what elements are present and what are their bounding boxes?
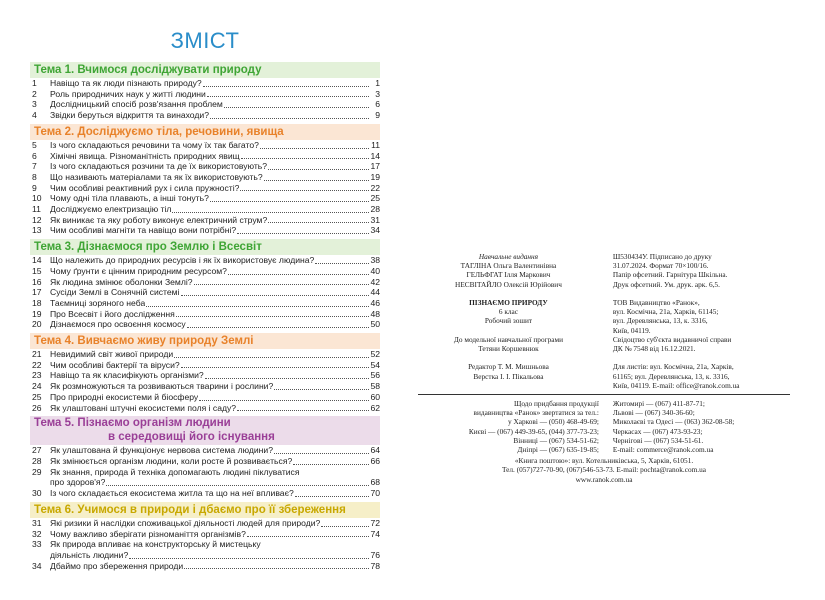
toc-entry-leader [207,96,369,97]
toc-entry-number: 32 [32,528,42,539]
toc-entry-text: Звідки беруться відкриття та винаходи? [50,110,209,121]
toc-entry[interactable] [30,99,380,110]
toc-entry-leader [228,274,369,275]
toc-entry-leader [210,201,369,202]
toc-entry-page: 14 [370,150,380,161]
toc-entry[interactable] [30,467,380,488]
toc-entry-page: 50 [370,319,380,330]
toc-entry-text: Навіщо та як класифікують організми? [50,370,204,381]
toc-entry-leader [237,410,369,411]
toc-entry-leader [315,263,369,264]
toc-entry-page: 11 [371,139,380,150]
toc-entry-page: 74 [370,528,380,539]
imprint-right-line: Друк офсетний. Ум. друк. арк. 6,5. [612,279,720,289]
imprint-right-line: Київ, 04119. E-mail: office@ranok.com.ua [612,380,740,390]
toc-entry-page: 25 [370,193,380,204]
toc-entry[interactable] [30,456,380,467]
imprint-footer-line: www.ranok.com.ua [575,474,633,484]
toc-entry-number: 26 [32,402,42,413]
toc-entry-text: Із чого складається екосистема житла та що на неї впливає? [50,488,294,499]
imprint-contact-line: Щодо придбання продукції [513,399,599,409]
toc-entry[interactable] [30,561,380,572]
toc-entry-number: 7 [32,161,37,172]
toc-entry-line2 [50,550,380,561]
toc-entry-number: 4 [32,110,37,121]
toc-entry-text: Навіщо та як люди пізнають природу? [50,78,202,88]
toc-entry[interactable] [30,370,380,381]
toc-entry-number: 24 [32,381,42,392]
toc-entry-leader [205,378,369,379]
toc-entry-leader [224,107,369,108]
topic-heading [30,502,380,518]
topic-heading-label: Тема 1. Вчимося досліджувати природу [34,64,262,76]
toc-entry-number: 14 [32,255,42,266]
imprint-right-line: Папір офсетний. Гарнітура Шкільна. [612,270,728,280]
toc-entry[interactable] [30,529,380,540]
imprint-right-line: вул. Деревлянська, 13, к. 3316, [612,316,708,326]
toc-entry-page: 44 [370,287,380,298]
toc-entry-number: 13 [32,225,42,236]
toc-entry-number: 18 [32,297,42,308]
toc-entry[interactable] [30,392,380,403]
toc-entry-leader [210,118,369,119]
toc-entry-text: Про Всесвіт і його дослідження [50,308,175,319]
toc-entry-text: Про природні екосистеми й біосферу [50,391,199,402]
imprint-right-line: Ш530434У. Підписано до друку [612,252,712,261]
toc-entry-page: 66 [370,455,380,466]
toc-entry-page: 56 [370,370,380,381]
toc-entry-page: 70 [370,488,380,499]
toc-entry-number: 19 [32,308,42,319]
toc-entry-text-wrap [50,467,380,488]
toc-entry-text: Чим особливі бактерії та віруси? [50,359,180,370]
imprint-left-line: Редактор Т. М. Мишньова [468,362,549,372]
toc-entry-text-wrap [50,539,380,560]
toc-entry-page: 42 [370,276,380,287]
imprint-left-line: 6 клас [498,307,519,317]
imprint-right-line: 61165; вул. Деревлянська, 13, к. 3316, [612,371,730,381]
toc-entry[interactable] [30,151,380,162]
toc-entry-text: Чим особливі реактивний рух і сила пружності? [50,182,240,193]
toc-entry-page: 72 [370,517,380,528]
toc-entry-leader [146,306,369,307]
toc-entry-text: Що належить до природних ресурсів і як їх використовує людина? [50,255,315,266]
imprint-left-line: Тетяни Коршевнюк [478,344,539,354]
toc-entry-text: Із чого складаються розчини та де їх використовують? [50,161,268,172]
imprint-right-line: Київ, 04119. [612,325,651,335]
toc-entry-page: 19 [370,171,380,182]
toc-entry-page: 78 [370,560,380,571]
imprint-right-line: ДК № 7548 від 16.12.2021. [612,344,696,354]
toc-entry[interactable] [30,193,380,204]
imprint-contact-line: Вінниці — (067) 534-51-62; [513,435,599,445]
imprint-right-line: Свідоцтво суб'єкта видавничої справи [612,334,732,344]
toc-entry-leader [172,212,369,213]
toc-entry[interactable] [30,215,380,226]
toc-entry-number: 17 [32,287,42,298]
toc-entry-number: 28 [32,455,42,466]
imprint-left-column [418,252,599,390]
imprint-contact-line: Чернігові — (067) 534-51-61. [612,435,704,445]
toc-entry-number: 21 [32,349,42,360]
toc-entry-number: 2 [32,88,37,99]
toc-entry-number: 3 [32,99,37,110]
toc-entry-leader [264,180,369,181]
imprint-contact-line: Миколаєві та Одесі — (063) 362-08-58; [612,417,735,427]
toc-entry-number: 33 [32,539,42,550]
toc-entry-leader [129,558,369,559]
toc-entry-text: Як змінюється організм людини, коли росте й розвивається? [50,455,293,466]
toc-entry-page: 48 [370,308,380,319]
topic-heading-label: Тема 6. Учимося в природи і дбаємо про її збереження [34,503,346,516]
imprint-contact-line: у Харкові — (050) 468-49-69; [507,417,599,427]
toc-entry[interactable] [30,277,380,288]
toc-entry-page: 28 [370,204,380,215]
toc-entry-number: 31 [32,517,42,528]
imprint-contact-line: Черкасах — (067) 473-93-23; [612,426,703,436]
toc-entry-text: Чому одні тіла плавають, а інші тонуть? [50,193,209,204]
imprint-footer-line: «Книга поштою»: вул. Котельниківська, 5, Харків, 61051. [514,456,694,466]
topic-heading-label: Тема 4. Вивчаємо живу природу Землі [34,335,254,348]
toc-title: ЗМІСТ [170,28,240,53]
toc-entry-leader [176,316,369,317]
toc-entry-leader [321,526,369,527]
toc-entry-leader [260,148,369,149]
toc-entry-page: 34 [370,225,380,236]
toc-entry[interactable] [30,488,380,499]
imprint-footer-line: Тел. (057)727-70-90, (067)546-53-73. E-mail: pochta@ranok.com.ua [501,465,706,475]
toc-entry-page: 1 [375,78,380,88]
toc-entry-text: Із чого складаються речовини та чому їх так багато? [50,139,259,150]
imprint-right-line: 31.07.2024. Формат 70×100/16. [612,261,709,271]
toc-entry-line2 [50,477,380,488]
imprint-contacts-right [599,399,790,454]
imprint-contact-line: Дніпрі — (067) 635-19-85; [517,445,599,455]
topic-heading [30,239,380,255]
toc-entry[interactable] [30,349,380,360]
toc-entry[interactable] [30,78,380,89]
toc-entry-leader [184,568,369,569]
toc-entry-number: 16 [32,276,42,287]
imprint-contact-line: Житомирі — (067) 411-87-71; [612,399,705,409]
toc-entry[interactable] [30,140,380,151]
imprint-contact-line: Києві — (067) 449-39-65, (044) 377-73-23; [468,426,599,436]
toc-entry[interactable] [30,172,380,183]
toc-entry-page: 52 [370,349,380,360]
imprint-right-line: Для листів: вул. Космічна, 21а, Харків, [612,362,734,372]
toc-entry-leader [237,233,369,234]
toc-entry-text: Як улаштовані штучні екосистеми поля і саду? [50,402,237,413]
toc-entry[interactable] [30,403,380,414]
toc-entry-text: Які ризики й наслідки споживацької діяльності людей для природи? [50,517,321,528]
toc-entry-text: Як розмножуються та розвиваються тварини і рослини? [50,381,274,392]
toc-entry-text: Як виникає та яку роботу виконує електричний струм? [50,214,268,225]
toc-entry[interactable] [30,225,380,236]
topic-heading-label: Тема 3. Дізнаємося про Землю і Всесвіт [34,241,262,254]
toc-entry[interactable] [30,360,380,371]
toc-entry-text: Хімічні явища. Різноманітність природних явищ [50,150,240,161]
toc-entry[interactable] [30,204,380,215]
toc-entry-page: 68 [370,477,380,488]
toc-entry-leader [194,284,369,285]
toc-entry[interactable] [30,298,380,309]
imprint-left-line [418,353,599,362]
toc-entry-leader [203,86,369,87]
imprint-left-line: Навчальне видання [478,252,539,261]
topic-heading-label: Тема 5. Пізнаємо організм людини [34,417,231,430]
toc-entry-number: 12 [32,214,42,225]
topic-heading [30,416,380,445]
toc-entry-page: 46 [370,297,380,308]
toc-entry-leader [241,158,369,159]
toc-entry-leader [274,389,369,390]
imprint-left-line: ПІЗНАЄМО ПРИРОДУ [469,298,548,308]
imprint-left-line: Верстка І. І. Пікальова [473,371,544,381]
toc-entry-leader [240,190,369,191]
imprint [418,252,790,484]
toc-entry-page: 17 [370,161,380,172]
toc-entry[interactable] [30,319,380,330]
toc-entry-text-line2: про здоров'я? [50,477,106,488]
toc-entry-page: 64 [370,445,380,456]
toc-entry-text: Невидимий світ живої природи [50,349,174,360]
imprint-right-column [599,252,790,390]
toc-entry-text: Сусіди Землі в Сонячній системі [50,287,180,298]
toc-entry-number: 1 [32,78,37,88]
toc-entry-text: Роль природничих наук у житті людини [50,88,206,99]
toc-entry-leader [295,496,369,497]
toc-entry-text: Що називають матеріалами та як їх використовують? [50,171,263,182]
toc-entry[interactable] [30,445,380,456]
toc-entry-text: Як знання, природа й техніка допомагають людині піклуватися [50,466,300,477]
toc-entry-number: 6 [32,150,37,161]
toc-entry-leader [247,536,369,537]
toc-entry-number: 30 [32,488,42,499]
toc-entry-number: 10 [32,193,42,204]
imprint-right-line: вул. Космічна, 21а, Харків, 61145; [612,307,719,317]
toc-entry[interactable] [30,266,380,277]
toc-entry-page: 22 [370,182,380,193]
imprint-left-line: До модельної навчальної програми [453,334,563,344]
toc-entry-text: Як улаштована й функціонує нервова система людини? [50,445,274,456]
toc-entry-number: 5 [32,139,37,150]
toc-entry-text: Чому важливо зберігати різноманіття організмів? [50,528,246,539]
toc-entry-page: 60 [370,391,380,402]
toc-entry-number: 23 [32,370,42,381]
toc-entry[interactable] [30,518,380,529]
imprint-top [418,252,790,390]
toc-entry-number: 9 [32,182,37,193]
toc-entry-page: 6 [375,99,380,110]
toc-entry-page: 9 [375,110,380,121]
toc-entry-leader [293,464,369,465]
toc-entry[interactable] [30,381,380,392]
toc-entry-number: 34 [32,560,42,571]
toc-entry[interactable] [30,110,380,121]
toc-entry-text-line2: діяльність людини? [50,549,129,560]
imprint-right-line [613,353,790,362]
toc-entry-page: 62 [370,402,380,413]
topic-heading [30,124,380,140]
imprint-divider [418,394,790,395]
toc-entry-leader [268,222,369,223]
imprint-left-line: НЕСВІТАЙЛО Олексій Юрійович [455,279,562,289]
toc-entry[interactable] [30,89,380,100]
toc-entry-page: 54 [370,359,380,370]
toc-entry-number: 8 [32,171,37,182]
toc-entry-number: 20 [32,319,42,330]
toc-entry-leader [274,453,369,454]
imprint-contacts [418,399,790,454]
imprint-left-line: Робочий зошит [484,316,533,326]
toc-entry-leader [106,485,369,486]
toc-entry-text: Чим особливі магніти та навіщо вони потрібні? [50,225,237,236]
toc-entry-leader [174,357,369,358]
toc-entry[interactable] [30,161,380,172]
imprint-contact-line: E-mail: commerce@ranok.com.ua [612,445,714,455]
toc-entry-leader [268,169,369,170]
table-of-contents [30,28,380,571]
toc-entry-text: Дбаймо про збереження природи [50,560,184,571]
topic-heading-label-line2: в середовищі його існування [108,430,275,443]
toc-entry-text: Чому ґрунти є цінним природним ресурсом? [50,265,227,276]
toc-entry[interactable] [30,309,380,320]
toc-entry-page: 76 [370,549,380,560]
toc-entry-leader [187,327,369,328]
toc-body [30,62,380,571]
toc-entry-text: Досліджуємо електризацію тіл [50,204,172,215]
toc-entry-page: 40 [370,265,380,276]
toc-entry-page: 31 [370,214,380,225]
topic-heading [30,333,380,349]
imprint-left-line [418,326,599,335]
toc-entry-number: 15 [32,265,42,276]
topic-heading-label: Тема 2. Досліджуємо тіла, речовини, явища [34,125,284,138]
imprint-contact-line: Львові — (067) 340-36-60; [612,408,695,418]
toc-entry-page: 3 [375,88,380,99]
imprint-left-line [418,289,599,298]
imprint-right-line [613,289,790,298]
toc-entry[interactable] [30,183,380,194]
toc-entry-page: 58 [370,381,380,392]
topic-heading [30,62,380,78]
imprint-left-line: ТАГЛІНА Ольга Валентинівна [460,261,557,271]
toc-entry[interactable] [30,287,380,298]
imprint-right-line: ТОВ Видавництво «Ранок», [612,298,700,308]
toc-entry[interactable] [30,255,380,266]
imprint-contacts-left [418,399,599,454]
imprint-contact-line: видавництва «Ранок» звертатися за тел.: [473,408,599,418]
toc-entry-text: Таємниці зоряного неба [50,297,146,308]
toc-entry[interactable] [30,539,380,560]
toc-entry-number: 25 [32,391,42,402]
imprint-footer [418,456,790,484]
toc-entry-text: Як людина змінює оболонки Землі? [50,276,193,287]
toc-entry-number: 29 [32,466,42,477]
toc-entry-leader [199,400,369,401]
imprint-left-line: ГЕЛЬФГАТ Ілля Маркович [466,270,551,280]
toc-entry-number: 11 [32,204,41,215]
toc-entry-number: 27 [32,445,42,456]
toc-entry-text: Дізнаємося про освоєння космосу [50,319,186,330]
toc-entry-leader [181,295,370,296]
toc-entry-number: 22 [32,359,42,370]
toc-entry-page: 38 [370,255,380,266]
toc-entry-leader [181,367,369,368]
toc-entry-text: Як природа впливає на конструкторську й мистецьку [50,539,261,550]
toc-entry-text: Дослідницький спосіб розв'язання проблем [50,99,223,110]
